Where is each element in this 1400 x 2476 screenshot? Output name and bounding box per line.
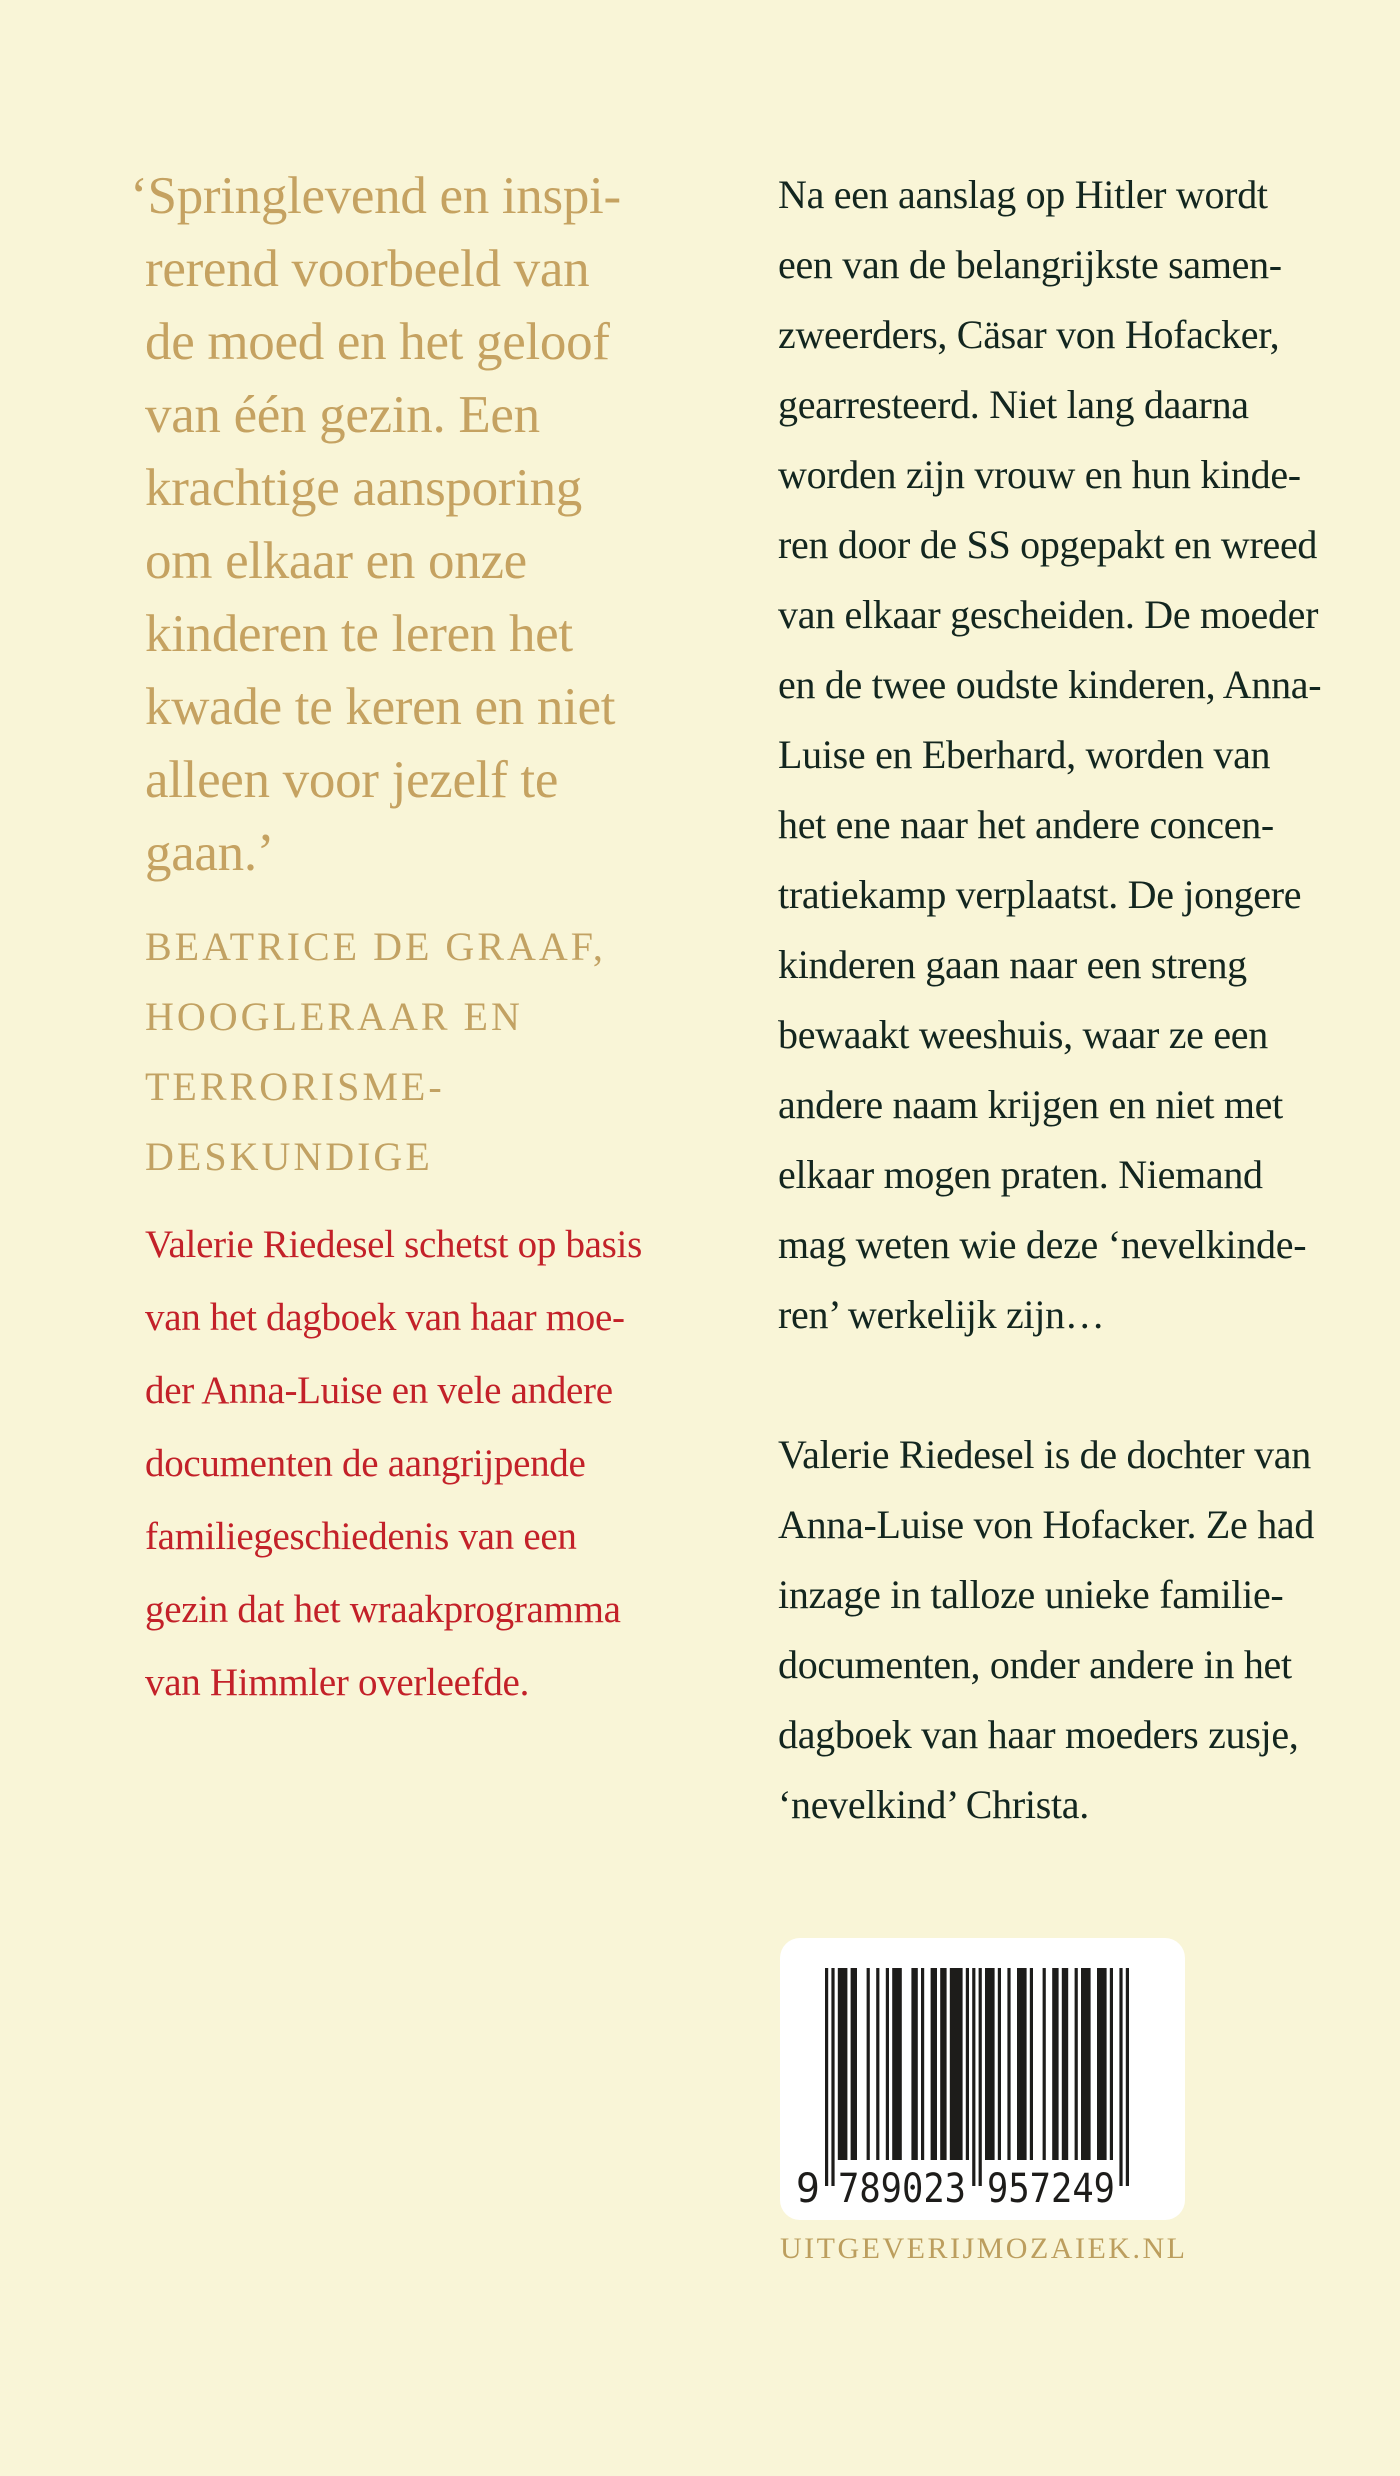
barcode-bar	[1052, 1968, 1058, 2160]
text-line: krachtige aansporing	[145, 459, 582, 517]
text-line: van Himmler overleefde.	[145, 1661, 530, 1704]
text-line: gearresteerd. Niet lang daarna	[778, 382, 1249, 427]
barcode-bar	[825, 1968, 828, 2186]
barcode-bar	[985, 1968, 995, 2160]
barcode-digits: 789023	[838, 2166, 966, 2212]
barcode-bar	[1043, 1968, 1046, 2160]
text-line: tratiekamp verplaatst. De jongere	[778, 872, 1302, 917]
text-line: BEATRICE DE GRAAF,	[145, 924, 606, 969]
barcode-bar	[950, 1968, 963, 2160]
text-line: documenten de aangrijpende	[145, 1442, 586, 1485]
text-line: alleen voor jezelf te	[145, 751, 559, 809]
barcode-bar	[1119, 1968, 1122, 2186]
text-line: het ene naar het andere concen-	[778, 802, 1274, 847]
barcode-digits: 957249	[987, 2166, 1115, 2212]
text-line: gezin dat het wraakprogramma	[145, 1588, 621, 1631]
text-line: familiegeschiedenis van een	[145, 1515, 577, 1558]
text-line: zweerders, Cäsar von Hofacker,	[778, 312, 1280, 357]
barcode-bar	[931, 1968, 937, 2160]
barcode-bar	[998, 1968, 1001, 2160]
text-line: ‘Springlevend en inspi-	[130, 167, 621, 225]
barcode-digits: 9	[795, 2166, 820, 2212]
barcode-bar	[940, 1968, 946, 2160]
text-line: elkaar mogen praten. Niemand	[778, 1152, 1263, 1197]
barcode-bar	[838, 1968, 848, 2160]
text-line: en de twee oudste kinderen, Anna-	[778, 662, 1322, 707]
barcode-image	[780, 1938, 1185, 2220]
text-line: rerend voorbeeld van	[145, 240, 590, 298]
book-description	[145, 1208, 690, 1719]
barcode-bar	[876, 1968, 879, 2160]
synopsis-paragraph	[778, 160, 1368, 1350]
barcode-bar	[1126, 1968, 1129, 2186]
barcode-bar	[892, 1968, 902, 2160]
barcode-bar	[1075, 1968, 1078, 2160]
barcode-bar	[1081, 1968, 1091, 2160]
text-line: ren door de SS opgepakt en wreed	[778, 522, 1318, 567]
barcode-bar	[831, 1968, 834, 2186]
text-line: bewaakt weeshuis, waar ze een	[778, 1012, 1268, 1057]
text-line: Anna-Luise von Hofacker. Ze had	[778, 1502, 1315, 1547]
barcode-bar	[921, 1968, 924, 2160]
isbn-barcode	[780, 1938, 1185, 2220]
text-line: dagboek van haar moeders zusje,	[778, 1712, 1299, 1757]
text-line: ren’ werkelijk zijn…	[778, 1292, 1105, 1337]
text-line: documenten, onder andere in het	[778, 1642, 1292, 1687]
text-line: Valerie Riedesel schetst op basis	[145, 1223, 642, 1266]
text-line: Luise en Eberhard, worden van	[778, 732, 1271, 777]
barcode-bar	[886, 1968, 889, 2160]
text-line: kinderen gaan naar een streng	[778, 942, 1247, 987]
barcode-bar	[966, 1968, 969, 2160]
text-line: andere naam krijgen en niet met	[778, 1082, 1283, 1127]
barcode-bar	[851, 1968, 857, 2160]
text-line: TERRORISME-	[145, 1064, 445, 1109]
barcode-bar	[1110, 1968, 1113, 2160]
text-line: ‘nevelkind’ Christa.	[778, 1782, 1089, 1827]
text-line: inzage in talloze unieke familie-	[778, 1572, 1284, 1617]
barcode-bar	[972, 1968, 975, 2186]
barcode-bar	[1017, 1968, 1027, 2160]
text-line: DESKUNDIGE	[145, 1134, 433, 1179]
review-attribution	[145, 912, 690, 1192]
barcode-bar	[979, 1968, 982, 2186]
text-line: van elkaar gescheiden. De moeder	[778, 592, 1319, 637]
review-quote	[130, 160, 690, 890]
publisher-website: UITGEVERIJMOZAIEK.NL	[780, 2232, 1188, 2265]
text-line: Valerie Riedesel is de dochter van	[778, 1432, 1311, 1477]
text-line: kinderen te leren het	[145, 605, 573, 663]
text-line: om elkaar en onze	[145, 532, 527, 590]
barcode-bar	[1007, 1968, 1010, 2160]
text-line: kwade te keren en niet	[145, 678, 616, 736]
barcode-bar	[1097, 1968, 1107, 2160]
barcode-bar	[1062, 1968, 1068, 2160]
text-line: mag weten wie deze ‘nevelkinde-	[778, 1222, 1307, 1267]
text-line: der Anna-Luise en vele andere	[145, 1369, 613, 1412]
author-bio-paragraph	[778, 1420, 1368, 1840]
barcode-bar	[911, 1968, 917, 2160]
text-line: van het dagboek van haar moe-	[145, 1296, 625, 1339]
barcode-bar	[1030, 1968, 1033, 2160]
text-line: een van de belangrijkste samen-	[778, 242, 1282, 287]
text-line: worden zijn vrouw en hun kinde-	[778, 452, 1301, 497]
text-line: van één gezin. Een	[145, 386, 540, 444]
text-line: HOOGLERAAR EN	[145, 994, 523, 1039]
text-line: gaan.’	[145, 824, 275, 882]
text-line: de moed en het geloof	[145, 313, 610, 371]
barcode-bar	[867, 1968, 870, 2160]
text-line: Na een aanslag op Hitler wordt	[778, 172, 1268, 217]
